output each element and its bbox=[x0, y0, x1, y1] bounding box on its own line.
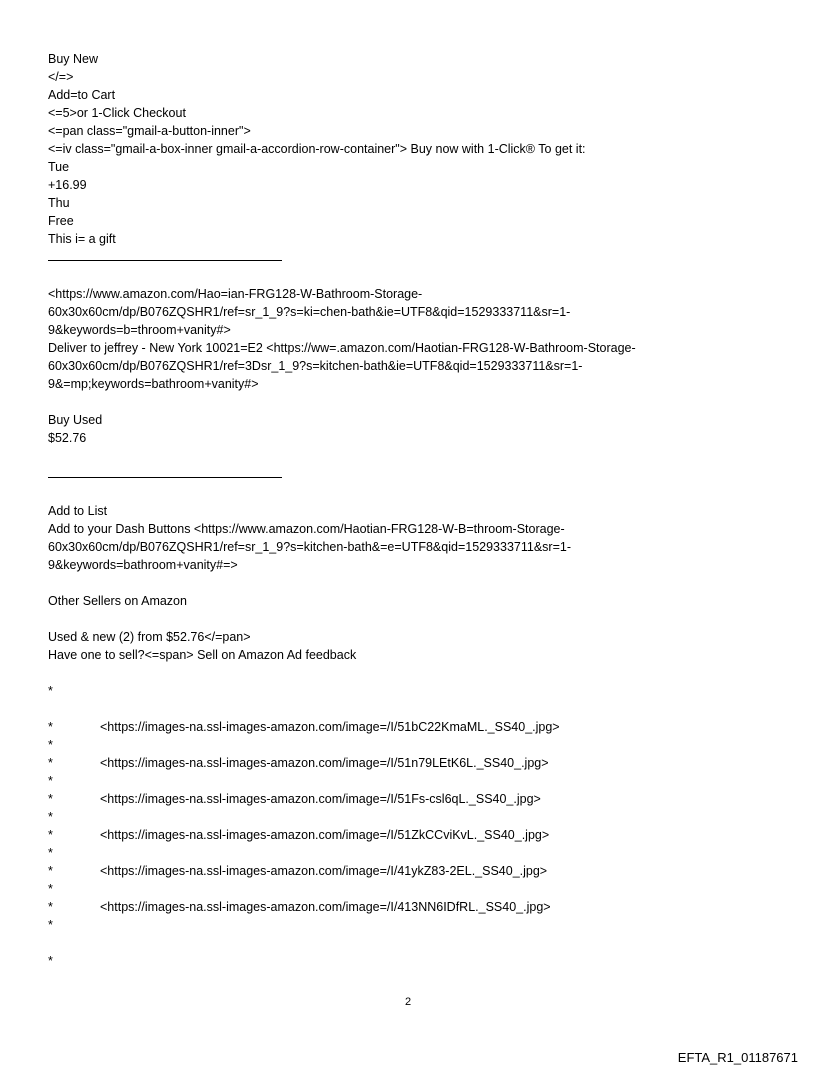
image-link: <https://images-na.ssl-images-amazon.com/image=/I/51Fs-csl6qL._SS40_.jpg> bbox=[100, 792, 541, 806]
text-line: 9&keywords=bathroom+vanity#=> bbox=[48, 558, 238, 572]
spacer bbox=[48, 393, 748, 411]
spacer bbox=[48, 574, 748, 592]
list-item bbox=[48, 844, 748, 862]
text-line: This i= a gift bbox=[48, 232, 116, 246]
bullet: * bbox=[48, 846, 53, 860]
text-line: +16.99 bbox=[48, 178, 87, 192]
list-item bbox=[48, 736, 748, 754]
spacer bbox=[48, 478, 748, 502]
text-line: 60x30x60cm/dp/B076ZQSHR1/ref=3Dsr_1_9?s=kitchen-bath&ie=UTF8&qid=1529333711&sr=1- bbox=[48, 359, 583, 373]
spacer bbox=[48, 261, 748, 285]
text-line: <=5>or 1-Click Checkout bbox=[48, 106, 186, 120]
list-item bbox=[48, 952, 748, 970]
list-item bbox=[48, 772, 748, 790]
list-item bbox=[48, 718, 748, 736]
list-item bbox=[48, 682, 748, 700]
bullet: * bbox=[48, 954, 53, 968]
text-line: Add to your Dash Buttons <https://www.amazon.com/Haotian-FRG128-W-B=throom-Storage- bbox=[48, 522, 565, 536]
text-line: Have one to sell?<=span> Sell on Amazon Ad feedback bbox=[48, 648, 357, 662]
list-item bbox=[48, 916, 748, 934]
bullet: * bbox=[48, 774, 53, 788]
spacer bbox=[48, 700, 748, 718]
text-line: <=pan class="gmail-a-button-inner"> bbox=[48, 124, 251, 138]
list-item bbox=[48, 880, 748, 898]
image-link-list bbox=[48, 682, 748, 970]
list-item bbox=[48, 790, 748, 808]
list-item bbox=[48, 808, 748, 826]
text-line: 60x30x60cm/dp/B076ZQSHR1/ref=sr_1_9?s=ki=chen-bath&ie=UTF8&qid=1529333711&sr=1- bbox=[48, 305, 571, 319]
list-item bbox=[48, 898, 748, 916]
text-line: 60x30x60cm/dp/B076ZQSHR1/ref=sr_1_9?s=kitchen-bath&=e=UTF8&qid=1529333711&sr=1- bbox=[48, 540, 572, 554]
bullet: * bbox=[48, 864, 53, 878]
bullet: * bbox=[48, 684, 53, 698]
spacer bbox=[48, 447, 748, 465]
text-line: Free bbox=[48, 214, 74, 228]
list-item bbox=[48, 826, 748, 844]
product-link-block bbox=[48, 285, 748, 393]
spacer bbox=[48, 610, 748, 628]
text-line: Other Sellers on Amazon bbox=[48, 594, 187, 608]
image-link: <https://images-na.ssl-images-amazon.com/image=/I/41ykZ83-2EL._SS40_.jpg> bbox=[100, 864, 548, 878]
bullet: * bbox=[48, 720, 53, 734]
list-item bbox=[48, 754, 748, 772]
buy-new-block bbox=[48, 50, 748, 248]
text-line: </=> bbox=[48, 70, 74, 84]
page-number: 2 bbox=[404, 996, 412, 1008]
bullet: * bbox=[48, 900, 53, 914]
used-new-block bbox=[48, 628, 748, 664]
buy-used-block bbox=[48, 411, 748, 447]
bullet: * bbox=[48, 792, 53, 806]
image-link: <https://images-na.ssl-images-amazon.com/image=/I/51bC22KmaML._SS40_.jpg> bbox=[100, 720, 560, 734]
text-line: Deliver to jeffrey - New York 10021=E2 <https://ww=.amazon.com/Haotian-FRG128-W-Bathroom-Storage- bbox=[48, 341, 636, 355]
text-line: 9&keywords=b=throom+vanity#> bbox=[48, 323, 231, 337]
bullet: * bbox=[48, 828, 53, 842]
bullet: * bbox=[48, 918, 53, 932]
document-id: EFTA_R1_01187671 bbox=[677, 1050, 798, 1065]
text-line: 9&=mp;keywords=bathroom+vanity#> bbox=[48, 377, 259, 391]
image-link: <https://images-na.ssl-images-amazon.com/image=/I/413NN6IDfRL._SS40_.jpg> bbox=[100, 900, 551, 914]
text-line: <https://www.amazon.com/Hao=ian-FRG128-W-Bathroom-Storage- bbox=[48, 287, 423, 301]
bullet: * bbox=[48, 882, 53, 896]
text-line: Tue bbox=[48, 160, 70, 174]
image-link: <https://images-na.ssl-images-amazon.com/image=/I/51n79LEtK6L._SS40_.jpg> bbox=[100, 756, 549, 770]
spacer bbox=[48, 934, 748, 952]
image-link: <https://images-na.ssl-images-amazon.com/image=/I/51ZkCCviKvL._SS40_.jpg> bbox=[100, 828, 550, 842]
text-line: Add to List bbox=[48, 504, 108, 518]
bullet: * bbox=[48, 738, 53, 752]
text-line: $52.76 bbox=[48, 431, 87, 445]
text-line: Buy New bbox=[48, 52, 99, 66]
list-item bbox=[48, 862, 748, 880]
text-line: Used & new (2) from $52.76</=pan> bbox=[48, 630, 251, 644]
spacer bbox=[48, 664, 748, 682]
text-line: Thu bbox=[48, 196, 70, 210]
bullet: * bbox=[48, 756, 53, 770]
text-line: Buy Used bbox=[48, 413, 103, 427]
add-to-list-block bbox=[48, 502, 748, 574]
bullet: * bbox=[48, 810, 53, 824]
email-body bbox=[48, 50, 748, 970]
text-line: Add=to Cart bbox=[48, 88, 116, 102]
text-line: <=iv class="gmail-a-box-inner gmail-a-accordion-row-container"> Buy now with 1-Click® To get it: bbox=[48, 142, 586, 156]
other-sellers-block bbox=[48, 592, 748, 610]
